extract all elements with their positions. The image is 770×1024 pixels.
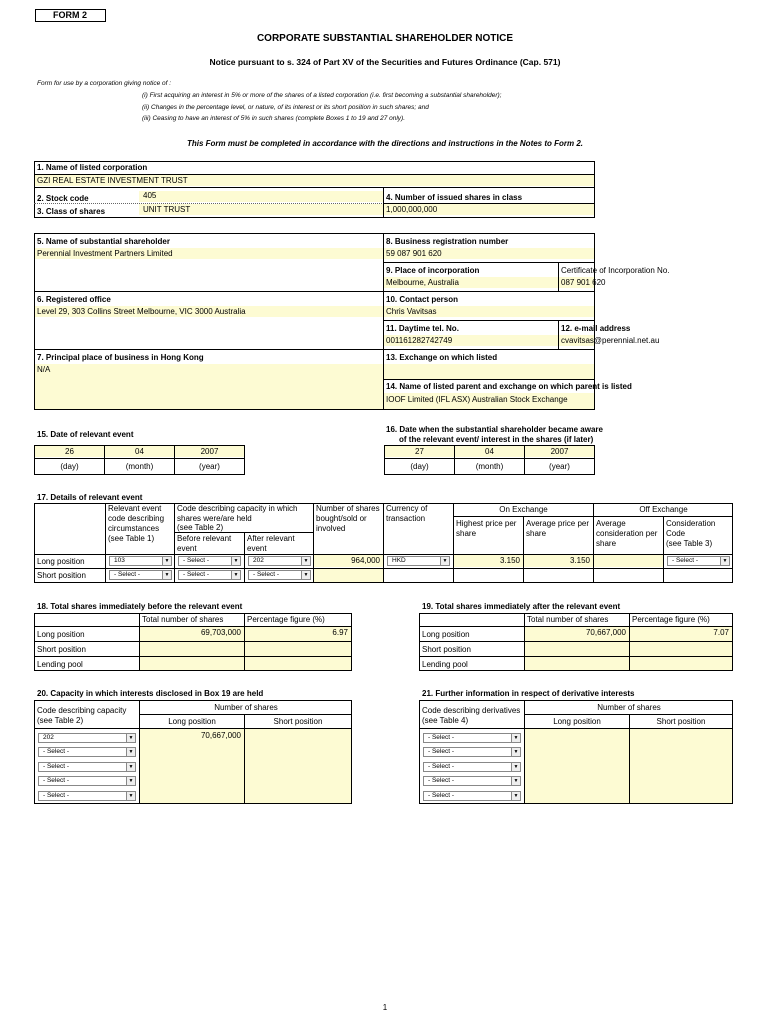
s21-code-select-4[interactable] (423, 776, 521, 786)
s20-code-4: - Select - (43, 777, 70, 784)
s1-label: 1. Name of listed corporation (37, 163, 148, 172)
s20-code-select-3[interactable] (38, 762, 136, 772)
s17-h-average-1: Average price per (526, 519, 589, 528)
s4-value: 1,000,000,000 (386, 205, 438, 214)
s5-value: Perennial Investment Partners Limited (37, 249, 173, 258)
s16-day-label: (day) (410, 462, 429, 471)
s17-long-currency: HKD (392, 557, 406, 564)
s17-h-currency-1: Currency of (386, 504, 428, 513)
s21-h-code-2: (see Table 4) (422, 716, 469, 725)
s17-h-relevant-2: code describing (108, 514, 165, 523)
s17-h-number-2: bought/sold or (316, 514, 367, 523)
s20-code-select-4[interactable] (38, 776, 136, 786)
s19-h-pct: Percentage figure (%) (632, 615, 710, 624)
intro-lead: Form for use by a corporation giving notice of : (37, 80, 172, 87)
s7-value: N/A (37, 365, 51, 374)
s17-short-before-select[interactable] (178, 570, 241, 580)
s17-h-after-2: event (247, 544, 267, 553)
chevron-down-icon: ▼ (511, 777, 520, 785)
s17-short-label: Short position (37, 571, 86, 580)
chevron-down-icon: ▼ (162, 571, 171, 579)
chevron-down-icon: ▼ (231, 557, 240, 565)
s21-code-select-3[interactable] (423, 762, 521, 772)
s19-long-total: 70,667,000 (585, 628, 626, 637)
chevron-down-icon: ▼ (511, 734, 520, 742)
s17-h-relevant-3: circumstances (108, 524, 160, 533)
s17-h-avgcons-3: share (596, 539, 617, 548)
s14-label: 14. Name of listed parent and exchange on which parent is listed (386, 382, 632, 391)
s17-h-relevant-4: (see Table 1) (108, 534, 155, 543)
s11-value: 001161282742749 (386, 336, 453, 345)
page-number: 1 (382, 1003, 388, 1012)
s17-label: 17. Details of relevant event (37, 493, 143, 502)
s15-month-label: (month) (125, 462, 154, 471)
chevron-down-icon: ▼ (126, 777, 135, 785)
s16-label-2: of the relevant event/ interest in the shares (if later) (399, 435, 594, 444)
s20-code-3: - Select - (43, 763, 70, 770)
intro-item-3: (iii) Ceasing to have an interest of 5% in such shares (complete Boxes 1 to 19 and 27 only). (142, 115, 406, 122)
s20-code-select-2[interactable] (38, 747, 136, 757)
s5-label: 5. Name of substantial shareholder (37, 237, 170, 246)
s12-label: 12. e-mail address (561, 324, 631, 333)
s15-day-label: (day) (60, 462, 79, 471)
s9-cert-value: 087 901 620 (561, 278, 606, 287)
s17-h-off-exchange: Off Exchange (639, 505, 688, 514)
chevron-down-icon: ▼ (301, 557, 310, 565)
s10-value: Chris Vavitsas (386, 307, 437, 316)
chevron-down-icon: ▼ (720, 557, 729, 565)
s17-short-event-code-select[interactable] (109, 570, 172, 580)
s18-row-long: Long position (37, 630, 85, 639)
page-subtitle: Notice pursuant to s. 324 of Part XV of the Securities and Futures Ordinance (Cap. 571) (209, 57, 561, 67)
s17-long-currency-select[interactable] (387, 556, 450, 566)
s9-cert-label: Certificate of Incorporation No. (561, 266, 670, 275)
s17-long-before-select[interactable] (178, 556, 241, 566)
s18-label: 18. Total shares immediately before the relevant event (37, 602, 243, 611)
s15-month: 04 (135, 447, 144, 456)
form-label: FORM 2 (53, 10, 88, 20)
s17-h-avgcons-2: consideration per (596, 529, 658, 538)
s1-value: GZI REAL ESTATE INVESTMENT TRUST (37, 176, 188, 185)
s17-h-before-2: event (177, 544, 197, 553)
s17-long-after-select[interactable] (248, 556, 311, 566)
s20-h-code-1: Code describing capacity (37, 706, 127, 715)
s20-long-first: 70,667,000 (200, 731, 241, 740)
s21-h-short: Short position (656, 717, 706, 726)
s17-long-average: 3.150 (569, 556, 590, 565)
s20-h-num: Number of shares (214, 703, 278, 712)
s19-row-lending: Lending pool (422, 660, 468, 669)
s19-row-short: Short position (422, 645, 471, 654)
s17-h-avgcons-1: Average (596, 519, 626, 528)
s17-short-after: - Select - (253, 571, 280, 578)
s21-code-3: - Select - (428, 763, 455, 770)
chevron-down-icon: ▼ (231, 571, 240, 579)
s17-h-conscode-3: (see Table 3) (666, 539, 713, 548)
s21-h-num: Number of shares (597, 703, 661, 712)
s17-long-number: 964,000 (351, 556, 380, 565)
s17-long-cons-code: - Select - (672, 557, 699, 564)
s17-h-conscode-1: Consideration (666, 519, 716, 528)
s17-h-average-2: share (526, 529, 547, 538)
s17-short-before: - Select - (183, 571, 210, 578)
s21-code-1: - Select - (428, 734, 455, 741)
chevron-down-icon: ▼ (126, 763, 135, 771)
s9-label: 9. Place of incorporation (386, 266, 480, 275)
chevron-down-icon: ▼ (162, 557, 171, 565)
s18-h-pct: Percentage figure (%) (247, 615, 325, 624)
s18-h-total: Total number of shares (142, 615, 224, 624)
s17-short-event-code: - Select - (114, 571, 141, 578)
s17-h-highest-1: Highest price per (456, 519, 517, 528)
s6-label: 6. Registered office (37, 295, 111, 304)
s4-label: 4. Number of issued shares in class (386, 193, 523, 202)
s2-value: 405 (143, 191, 157, 200)
s21-code-select-5[interactable] (423, 791, 521, 801)
s17-long-event-code: 103 (114, 557, 125, 564)
s17-h-before-1: Before relevant (177, 534, 232, 543)
s17-short-after-select[interactable] (248, 570, 311, 580)
s17-h-highest-2: share (456, 529, 477, 538)
s19-long-pct: 7.07 (713, 628, 729, 637)
s10-label: 10. Contact person (386, 295, 459, 304)
s17-h-number-1: Number of shares (316, 504, 380, 513)
s17-long-before: - Select - (183, 557, 210, 564)
s11-label: 11. Daytime tel. No. (386, 324, 459, 333)
chevron-down-icon: ▼ (126, 748, 135, 756)
s17-h-on-exchange: On Exchange (499, 505, 548, 514)
s20-label: 20. Capacity in which interests disclosed in Box 19 are held (37, 689, 264, 698)
intro-item-1: (i) First acquiring an interest in 5% or more of the shares of a listed corporation (i.e. first becoming a substantial shareholder); (142, 92, 502, 99)
s19-row-long: Long position (422, 630, 470, 639)
s19-h-total: Total number of shares (527, 615, 609, 624)
s19-label: 19. Total shares immediately after the relevant event (422, 602, 621, 611)
s16-year: 2007 (550, 447, 569, 456)
s16-year-label: (year) (549, 462, 570, 471)
s18-long-total: 69,703,000 (200, 628, 241, 637)
s21-h-long: Long position (553, 717, 601, 726)
s17-h-relevant-1: Relevant event (108, 504, 162, 513)
chevron-down-icon: ▼ (511, 792, 520, 800)
s3-label: 3. Class of shares (37, 207, 106, 216)
s16-label-1: 16. Date when the substantial shareholder became aware (386, 425, 603, 434)
s18-row-lending: Lending pool (37, 660, 83, 669)
s17-long-label: Long position (37, 557, 85, 566)
s21-code-5: - Select - (428, 792, 455, 799)
page-title: CORPORATE SUBSTANTIAL SHAREHOLDER NOTICE (256, 33, 514, 44)
s17-h-capacity-3: (see Table 2) (177, 523, 224, 532)
s7-label: 7. Principal place of business in Hong Kong (37, 353, 204, 362)
s20-code-5: - Select - (43, 792, 70, 799)
s15-year-label: (year) (199, 462, 220, 471)
s20-code-1: 202 (43, 734, 54, 741)
s16-day: 27 (415, 447, 424, 456)
s17-h-currency-2: transaction (386, 514, 426, 523)
s12-value: cvavitsas@perennial.net.au (561, 336, 660, 345)
s20-h-code-2: (see Table 2) (37, 716, 84, 725)
s16-month-label: (month) (475, 462, 504, 471)
s21-label: 21. Further information in respect of derivative interests (422, 689, 635, 698)
s20-code-select-1[interactable] (38, 733, 136, 743)
s17-h-capacity-1: Code describing capacity in which (177, 504, 298, 513)
s20-h-short: Short position (273, 717, 323, 726)
s17-h-after-1: After relevant (247, 534, 295, 543)
chevron-down-icon: ▼ (511, 763, 520, 771)
s17-long-after: 202 (253, 557, 264, 564)
intro-item-2: (ii) Changes in the percentage level, or nature, of its interest or its short position in such shares; and (142, 104, 429, 111)
s17-h-conscode-2: Code (666, 529, 686, 538)
s17-h-number-3: involved (316, 524, 346, 533)
s15-year: 2007 (200, 447, 219, 456)
s15-day: 26 (65, 447, 74, 456)
s17-long-event-code-select[interactable] (109, 556, 172, 566)
s20-h-long: Long position (168, 717, 216, 726)
s21-code-select-1[interactable] (423, 733, 521, 743)
chevron-down-icon: ▼ (126, 734, 135, 742)
s21-h-code-1: Code describing derivatives (422, 706, 521, 715)
s14-value: IOOF Limited (IFL ASX) Australian Stock Exchange (386, 395, 568, 404)
s20-code-2: - Select - (43, 748, 70, 755)
s17-h-capacity-2: shares were/are held (177, 514, 252, 523)
s16-month: 04 (485, 447, 494, 456)
s9-value: Melbourne, Australia (386, 278, 459, 287)
chevron-down-icon: ▼ (126, 792, 135, 800)
s3-value: UNIT TRUST (143, 205, 191, 214)
s17-long-cons-code-select[interactable] (667, 556, 730, 566)
s15-label: 15. Date of relevant event (37, 430, 134, 439)
s2-label: 2. Stock code (37, 194, 89, 203)
s21-code-select-2[interactable] (423, 747, 521, 757)
s6-value: Level 29, 303 Collins Street Melbourne, VIC 3000 Australia (37, 307, 246, 316)
chevron-down-icon: ▼ (301, 571, 310, 579)
completion-notice: This Form must be completed in accordance with the directions and instructions in the Notes to Form 2. (186, 139, 584, 148)
s17-long-highest: 3.150 (499, 556, 520, 565)
s18-long-pct: 6.97 (332, 628, 348, 637)
s20-code-select-5[interactable] (38, 791, 136, 801)
s13-label: 13. Exchange on which listed (386, 353, 498, 362)
s8-value: 59 087 901 620 (386, 249, 442, 258)
chevron-down-icon: ▼ (440, 557, 449, 565)
s21-code-2: - Select - (428, 748, 455, 755)
chevron-down-icon: ▼ (511, 748, 520, 756)
s18-row-short: Short position (37, 645, 86, 654)
s8-label: 8. Business registration number (386, 237, 509, 246)
s21-code-4: - Select - (428, 777, 455, 784)
